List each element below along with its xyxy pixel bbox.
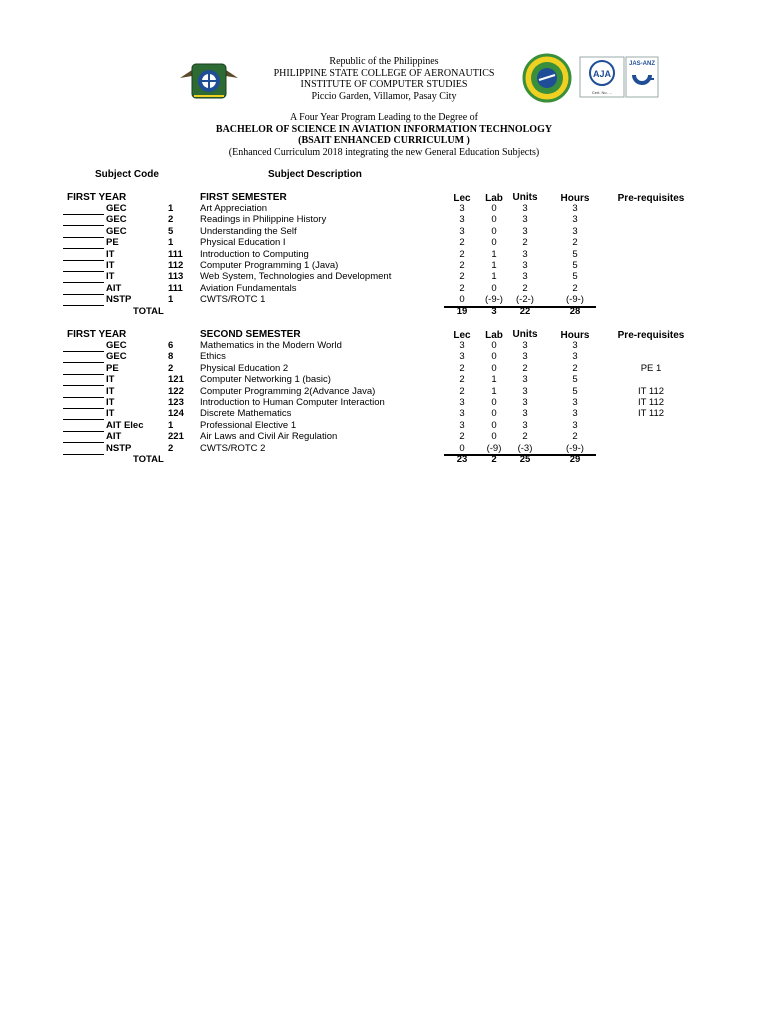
jas-anz-text: JAS-ANZ — [628, 61, 656, 67]
subject-number: 111 — [168, 282, 183, 294]
prereq-value: IT 112 — [637, 408, 665, 420]
code-underline — [63, 408, 104, 409]
lab-value: 1 — [491, 248, 497, 260]
subject-number: 221 — [168, 431, 184, 443]
college-seal-logo — [178, 56, 240, 104]
lab-value: 0 — [491, 237, 497, 249]
subject-description: CWTS/ROTC 1 — [200, 294, 266, 306]
subject-number: 5 — [168, 225, 174, 237]
lec-value: 2 — [459, 385, 465, 397]
total-lec: 23 — [456, 454, 468, 465]
lec-value: 2 — [459, 271, 465, 283]
hours-value: 5 — [572, 385, 578, 397]
hours-value: 3 — [572, 419, 578, 431]
aja-text: AJA — [592, 69, 612, 79]
subject-description: Understanding the Self — [200, 225, 297, 237]
degree-title: BACHELOR OF SCIENCE IN AVIATION INFORMATION TECHNOLOGY — [215, 123, 553, 135]
code-underline — [63, 362, 104, 363]
lab-value: 0 — [491, 397, 497, 408]
lab-value: (-9) — [486, 442, 502, 454]
total-hours: 29 — [569, 454, 581, 465]
subject-number: 1 — [168, 294, 174, 306]
subject-code: IT — [106, 374, 115, 386]
hours-value: 3 — [572, 225, 578, 237]
semester-label: FIRST SEMESTER — [200, 192, 287, 203]
subject-code: AIT — [106, 431, 122, 443]
units-value: 3 — [522, 260, 528, 271]
subject-description: Computer Programming 2(Advance Java) — [200, 385, 376, 397]
subject-number: 123 — [168, 397, 184, 408]
lab-value: 0 — [491, 419, 497, 431]
code-underline — [63, 374, 104, 375]
lec-value: 2 — [459, 237, 465, 249]
units-value: 3 — [522, 203, 528, 214]
subject-code: PE — [106, 362, 119, 374]
curriculum-title: (BSAIT ENHANCED CURRICULUM ) — [298, 135, 470, 146]
lab-value: 0 — [491, 351, 497, 363]
lec-value: 3 — [459, 203, 465, 214]
curriculum-note: (Enhanced Curriculum 2018 integrating the new General Education Subjects) — [228, 146, 540, 158]
subject-description: Physical Education 2 — [200, 362, 289, 374]
total-label: TOTAL — [133, 305, 164, 317]
lab-value: 0 — [491, 408, 497, 420]
certification-logos — [522, 53, 660, 103]
subject-code: IT — [106, 408, 115, 420]
institute-name: INSTITUTE OF COMPUTER STUDIES — [300, 79, 468, 90]
subject-description: Physical Education I — [200, 237, 286, 249]
subject-description: Readings in Philippine History — [200, 214, 327, 226]
units-value: 2 — [522, 282, 528, 294]
total-lab: 2 — [491, 454, 497, 465]
subject-number: 1 — [168, 237, 174, 249]
units-value: (-2-) — [516, 294, 534, 306]
lec-value: 3 — [459, 408, 465, 420]
lec-value: 2 — [459, 260, 465, 271]
units-header: Units — [512, 192, 538, 203]
units-value: 3 — [522, 374, 528, 386]
lec-header: Lec — [453, 193, 471, 204]
subject-number: 2 — [168, 214, 174, 226]
lec-value: 2 — [459, 362, 465, 374]
lab-value: 1 — [491, 271, 497, 283]
hours-header: Hours — [560, 330, 590, 341]
prereq-header: Pre-requisites — [617, 193, 685, 204]
lec-value: 3 — [459, 214, 465, 226]
code-underline — [63, 419, 104, 420]
lab-header: Lab — [485, 193, 503, 204]
subject-code: IT — [106, 397, 115, 408]
hours-value: 2 — [572, 237, 578, 249]
code-underline — [63, 294, 104, 295]
lec-value: 3 — [459, 340, 465, 351]
lab-value: 0 — [491, 340, 497, 351]
subject-code: GEC — [106, 225, 127, 237]
subject-number: 1 — [168, 419, 174, 431]
units-value: 2 — [522, 237, 528, 249]
code-underline — [63, 305, 104, 306]
cert-small-text: Cert. No. ... — [591, 90, 613, 95]
lab-value: 0 — [491, 214, 497, 226]
hours-value: 5 — [572, 248, 578, 260]
subject-code: PE — [106, 237, 119, 249]
subject-code: AIT Elec — [106, 419, 144, 431]
code-underline — [63, 260, 104, 261]
subject-description: Air Laws and Civil Air Regulation — [200, 431, 338, 443]
republic-line: Republic of the Philippines — [329, 56, 439, 67]
subject-description: Professional Elective 1 — [200, 419, 297, 431]
hours-value: (-9-) — [566, 294, 584, 306]
lab-value: 0 — [491, 203, 497, 214]
total-units: 25 — [519, 454, 531, 465]
subject-number: 122 — [168, 385, 184, 397]
total-lec: 19 — [456, 305, 468, 317]
lab-value: 0 — [491, 431, 497, 443]
hours-value: 5 — [572, 374, 578, 386]
hours-value: 2 — [572, 282, 578, 294]
lec-value: 3 — [459, 225, 465, 237]
subject-number: 112 — [168, 260, 184, 271]
code-underline — [63, 351, 104, 352]
subject-number: 121 — [168, 374, 184, 386]
units-value: (-3) — [517, 442, 533, 454]
hours-value: 3 — [572, 408, 578, 420]
subject-code: IT — [106, 271, 115, 283]
units-value: 3 — [522, 271, 528, 283]
hours-value: 2 — [572, 362, 578, 374]
lec-header: Lec — [453, 330, 471, 341]
subject-description: Ethics — [200, 351, 226, 363]
subject-number: 8 — [168, 351, 174, 363]
year-label: FIRST YEAR — [67, 329, 127, 340]
units-value: 2 — [522, 431, 528, 443]
lab-value: 0 — [491, 225, 497, 237]
subject-code-header: Subject Code — [95, 169, 159, 180]
subject-description: Aviation Fundamentals — [200, 282, 297, 294]
lab-value: 1 — [491, 374, 497, 386]
units-value: 3 — [522, 351, 528, 363]
code-underline — [63, 385, 104, 386]
subject-code: AIT — [106, 282, 122, 294]
subject-number: 111 — [168, 248, 183, 260]
hours-value: (-9-) — [566, 442, 584, 454]
subject-description: CWTS/ROTC 2 — [200, 442, 266, 454]
code-underline — [63, 248, 104, 249]
units-value: 3 — [522, 225, 528, 237]
subject-number: 1 — [168, 203, 174, 214]
semester-label: SECOND SEMESTER — [200, 329, 301, 340]
subject-code: NSTP — [106, 294, 132, 306]
college-address: Piccio Garden, Villamor, Pasay City — [311, 90, 457, 102]
lec-value: 3 — [459, 351, 465, 363]
units-header: Units — [512, 329, 538, 340]
lec-value: 2 — [459, 282, 465, 294]
prereq-value: IT 112 — [637, 385, 665, 397]
hours-value: 3 — [572, 351, 578, 363]
lec-value: 0 — [459, 294, 465, 306]
total-hours: 28 — [569, 305, 581, 317]
subject-code: GEC — [106, 203, 127, 214]
units-value: 3 — [522, 385, 528, 397]
hours-value: 3 — [572, 203, 578, 214]
total-label: TOTAL — [133, 454, 164, 465]
lec-value: 3 — [459, 397, 465, 408]
hours-value: 3 — [572, 340, 578, 351]
units-value: 3 — [522, 340, 528, 351]
subject-number: 113 — [168, 271, 184, 283]
year-label: FIRST YEAR — [67, 192, 127, 203]
hours-header: Hours — [560, 193, 590, 204]
subject-number: 124 — [168, 408, 184, 420]
code-underline — [63, 225, 104, 226]
subject-number: 2 — [168, 362, 174, 374]
units-value: 3 — [522, 419, 528, 431]
lab-value: 0 — [491, 362, 497, 374]
subject-code: IT — [106, 260, 115, 271]
lab-value: 1 — [491, 260, 497, 271]
code-underline — [63, 282, 104, 283]
subject-code: NSTP — [106, 442, 132, 454]
code-underline — [63, 454, 104, 455]
lab-header: Lab — [485, 330, 503, 341]
program-intro: A Four Year Program Leading to the Degree of — [289, 112, 478, 123]
subject-description: Computer Networking 1 (basic) — [200, 374, 331, 386]
subject-description: Introduction to Computing — [200, 248, 309, 260]
code-underline — [63, 214, 104, 215]
total-units: 22 — [519, 305, 531, 317]
units-value: 3 — [522, 408, 528, 420]
subject-description: Introduction to Human Computer Interaction — [200, 397, 385, 408]
subject-number: 2 — [168, 442, 174, 454]
hours-value: 3 — [572, 397, 578, 408]
code-underline — [63, 397, 104, 398]
lab-value: 1 — [491, 385, 497, 397]
subject-description: Art Appreciation — [200, 203, 268, 214]
units-value: 3 — [522, 397, 528, 408]
subject-code: IT — [106, 248, 115, 260]
lec-value: 2 — [459, 248, 465, 260]
program-header — [0, 112, 768, 158]
lab-value: 0 — [491, 282, 497, 294]
college-name: PHILIPPINE STATE COLLEGE OF AERONAUTICS — [273, 67, 495, 79]
code-underline — [63, 237, 104, 238]
hours-value: 5 — [572, 260, 578, 271]
lec-value: 2 — [459, 431, 465, 443]
subject-description-header: Subject Description — [268, 169, 362, 180]
lab-value: (-9-) — [485, 294, 503, 306]
lec-value: 0 — [459, 442, 465, 454]
hours-value: 5 — [572, 271, 578, 283]
prereq-value: IT 112 — [637, 397, 665, 408]
hours-value: 3 — [572, 214, 578, 226]
code-underline — [63, 431, 104, 432]
subject-code: GEC — [106, 340, 127, 351]
subject-description: Computer Programming 1 (Java) — [200, 260, 339, 271]
subject-code: GEC — [106, 214, 127, 226]
prereq-header: Pre-requisites — [617, 330, 685, 341]
subject-description: Web System, Technologies and Development — [200, 271, 392, 283]
units-value: 2 — [522, 362, 528, 374]
subject-code: GEC — [106, 351, 127, 363]
subject-description: Mathematics in the Modern World — [200, 340, 342, 351]
subject-description: Discrete Mathematics — [200, 408, 292, 420]
subject-code: IT — [106, 385, 115, 397]
code-underline — [63, 442, 104, 443]
total-lab: 3 — [491, 305, 497, 317]
prereq-value: PE 1 — [640, 362, 662, 374]
code-underline — [63, 271, 104, 272]
lec-value: 3 — [459, 419, 465, 431]
lec-value: 2 — [459, 374, 465, 386]
units-value: 3 — [522, 214, 528, 226]
hours-value: 2 — [572, 431, 578, 443]
units-value: 3 — [522, 248, 528, 260]
subject-number: 6 — [168, 340, 174, 351]
